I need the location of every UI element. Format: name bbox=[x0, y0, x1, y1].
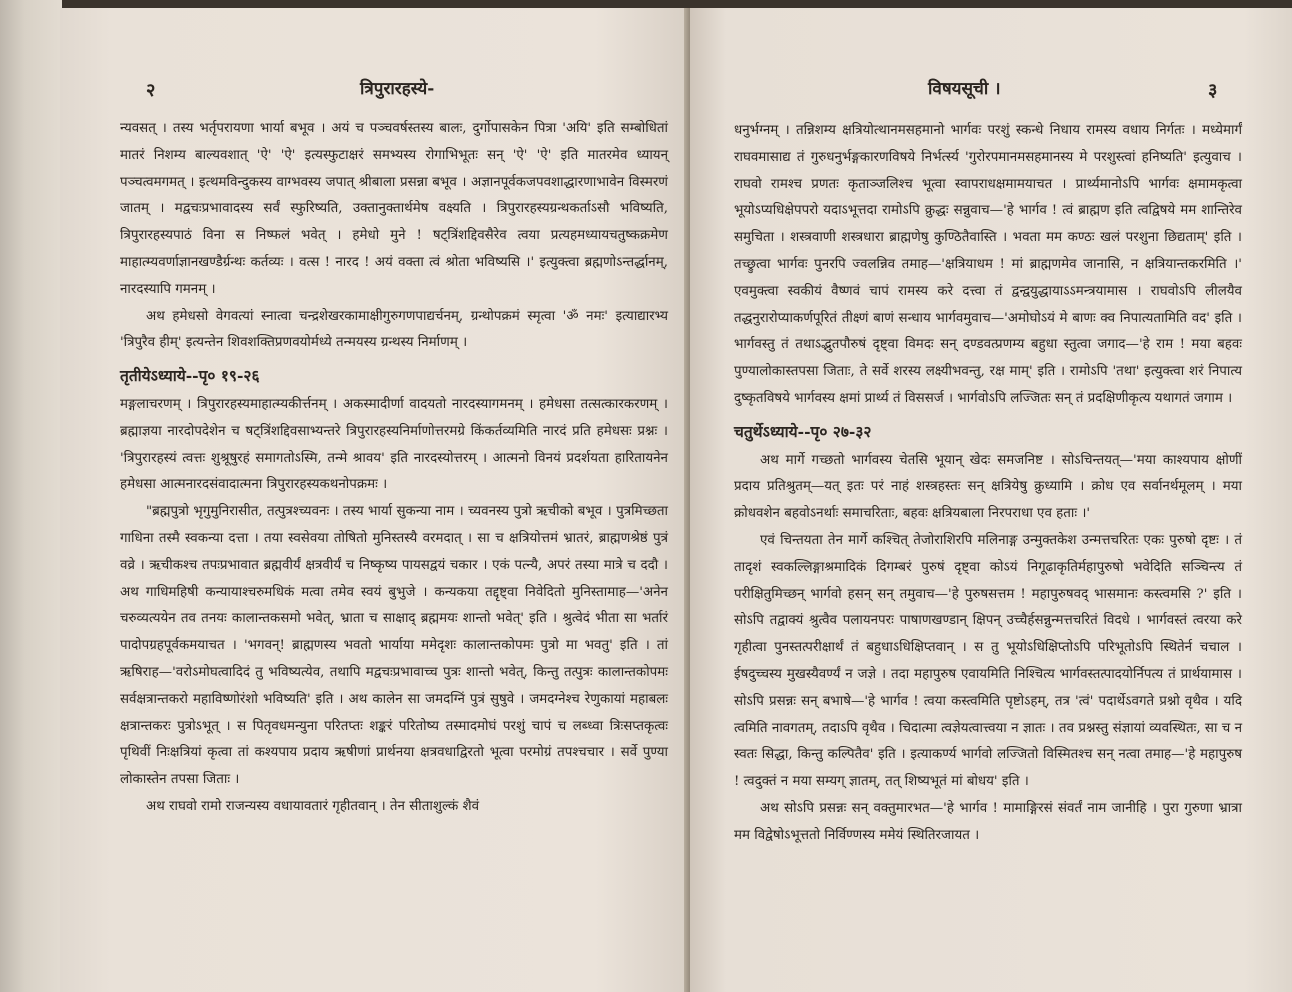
right-page bbox=[690, 8, 1292, 992]
paragraph: अथ मार्गे गच्छतो भार्गवस्य चेतसि भूयान् खेदः समजनिष्ट । सोऽचिन्तयत्—'मया काश्यपाय क्षोणीं प्रदाय प्रतिश्रुतम्—यत् इतः परं नाहं शस्त्रहस्तः सन् क्षत्रियेषु क्रुध्यामि । क्रोध एव सर्वानर्थमूलम् । मया क्रोधवशेन बहवोऽनर्थाः समाचरिताः, बहवः क्षत्रियबाला निरपराधा एव हताः ।' bbox=[734, 452, 1242, 522]
left-running-head: त्रिपुरारहस्ये- bbox=[360, 79, 435, 99]
left-page bbox=[60, 8, 690, 992]
chapter-heading: तृतीयेऽध्याये--पृ० १९-२६ bbox=[120, 366, 260, 386]
page-stack-edge bbox=[0, 0, 62, 992]
right-running-head: विषयसूची । bbox=[928, 79, 1001, 99]
right-body bbox=[734, 118, 1242, 850]
paragraph: धनुर्भग्नम् । तन्निशम्य क्षत्रियोत्थानमसहमानो भार्गवः परशुं स्कन्धे निधाय रामस्य वधाय निर्गतः । मध्येमार्गं राघवमासाद्य तं गुरुधनुर्भङ्गकारणविषये निर्भर्त्स्य 'गुरोरपमानमसहमानस्य मे परशुस्त्वां हनिष्यति' इत्युवाच । राघवो रामश्च प्रणतः कृताञ्जलिश्च भूत्वा स्वापराधक्षमामयाचत । प्रार्थ्यमानोऽपि भार्गवः क्षमामकृत्वा भूयोऽप्यधिक्षेपपरो यदाऽभूत्तदा रामोऽपि क्रुद्धः सन्नुवाच—'हे भार्गव ! त्वं ब्राह्मण इति त्वद्विषये मम शान्तिरेव समुचिता । शस्त्रवाणी शस्त्रधारा ब्राह्मणेषु कुण्ठितैवास्ति । भवता मम कण्ठः खलं परशुना छिद्यताम्' इति । तच्छ्रुत्वा भार्गवः पुनरपि ज्वलन्निव तमाह—'क्षत्रियाधम ! मां ब्राह्मणमेव जानासि, न क्षत्रियान्तकरमिति ।' एवमुक्त्वा स्वकीयं वैष्णवं चापं रामस्य करे दत्त्वा तं द्वन्द्वयुद्धायाऽऽमन्त्रयामास । राघवोऽपि लीलयैव तद्धनुरारोप्याकर्णपूरितं तीक्ष्णं बाणं सन्धाय भार्गवमुवाच—'अमोघोऽयं मे बाणः क्व निपात्यतामिति वद' इति । भार्गवस्तु तं तथाऽद्भुतपौरुषं दृष्ट्वा विमदः सन् दण्डवत्प्रणम्य बहुधा स्तुत्वा जगाद—'हे राम ! मया बहवः पुण्यालोकास्तपसा जिताः, ते सर्वे शरस्य लक्ष्यीभवन्तु, रक्ष माम्' इति । रामोऽपि 'तथा' इत्युक्त्वा शरं निपात्य दुष्कृतविषये भार्गवस्य क्षमां प्रार्थ्य तं विससर्ज । भार्गवोऽपि लज्जितः सन् तं प्रदक्षिणीकृत्य यथागतं जगाम । bbox=[734, 123, 1242, 406]
chapter-heading: चतुर्थेऽध्याये--पृ० २७-३२ bbox=[734, 421, 872, 441]
paragraph: न्यवसत् । तस्य भर्तृपरायणा भार्या बभूव । अयं च पञ्चवर्षस्तस्य बालः, दुर्गोपासकेन पित्रा 'अयि' इति सम्बोधितां मातरं निशम्य बाल्यवशात् 'ऐ' 'ऐ' इत्यस्फुटाक्षरं समभ्यस्य रोगाभिभूतः सन् 'ऐ' 'ऐ' इति मातरमेव ध्यायन् पञ्चत्वमगमत् । इत्थमविन्दुकस्य वाग्भवस्य जपात् श्रीबाला प्रसन्ना बभूव । अज्ञानपूर्वकजपवशाद्धारणाभावेन विस्मरणं जातम् । मद्वचःप्रभावादस्य सर्वं स्फुरिष्यति, उक्तानुक्तार्थमेष वक्ष्यति । त्रिपुरारहस्यग्रन्थकर्ताऽसौ भविष्यति, त्रिपुरारहस्यपाठं विना स निष्फलं भवेत् । हमेधो मुने ! षट्त्रिंशद्दिवसैरेव त्वया प्रत्यहमध्यायचतुष्कक्रमेण माहात्म्यवर्णाज्ञानखण्डैर्ग्रन्थः कर्तव्यः । वत्स ! नारद ! अयं वक्ता त्वं श्रोता भविष्यसि ।' इत्युक्त्वा ब्रह्मणोऽन्तर्द्धानम्, नारदस्यापि गमनम् । bbox=[120, 121, 668, 297]
right-page-number: ३ bbox=[1208, 80, 1218, 101]
paragraph: अथ सोऽपि प्रसन्नः सन् वक्तुमारभत—'हे भार्गव ! मामाङ्गिरसं संवर्तं नाम जानीहि । पुरा गुरुणा भ्रात्रा मम विद्वेषोऽभूत्ततो निर्विण्णस्य ममेयं स्थितिरजायत । bbox=[734, 800, 1242, 843]
paragraph: अथ राघवो रामो राजन्यस्य वधायावतारं गृहीतवान् । तेन सीताशुल्कं शैवं bbox=[146, 798, 480, 814]
left-page-number: २ bbox=[146, 80, 156, 101]
paragraph: मङ्गलाचरणम् । त्रिपुरारहस्यमाहात्म्यकीर्त्तनम् । अकस्मादीर्णा वादयतो नारदस्यागमनम् । हमेधसा तत्सत्कारकरणम् । ब्रह्माज्ञया नारदोपदेशेन च षट्त्रिंशद्दिवसाभ्यन्तरे त्रिपुरारहस्यनिर्माणोत्तरमग्रे किंकर्तव्यमिति नारदं प्रति हमेधसः प्रश्नः । 'त्रिपुरारहस्यं त्वत्तः शुश्रूषुरहं समागतोऽस्मि, तन्मे श्रावय' इति नारदस्योत्तरम् । आत्मनो विनयं प्रदर्शयता हारितायनेन हमेधसा आत्मनारदसंवादात्मना त्रिपुरारहस्यकथनोपक्रमः । bbox=[120, 396, 668, 493]
paragraph: अथ हमेधसो वेगवत्यां स्नात्वा चन्द्रशेखरकामाक्षीगुरुगणपाद्यर्चनम्, ग्रन्थोपक्रमं स्मृत्वा 'ॐ नमः' इत्याद्यारभ्य 'त्रिपुरैव हीम्' इत्यन्तेन शिवशक्तिप्रणवयोर्मध्ये तन्मयस्य ग्रन्थस्य निर्माणम् । bbox=[120, 308, 668, 351]
left-body bbox=[120, 116, 668, 821]
paragraph: "ब्रह्मपुत्रो भृगुमुनिरासीत, तत्पुत्रश्च्यवनः । तस्य भार्या सुकन्या नाम । च्यवनस्य पुत्रो ऋचीको बभूव । पुत्रमिच्छता गाधिना तस्मै स्वकन्या दत्ता । तया स्वसेवया तोषितो मुनिस्तस्यै वरमदात् । सा च क्षत्रियोत्तमं भ्रातरं, ब्राह्मणश्रेष्ठं पुत्रं वव्रे । ऋचीकश्च तपःप्रभावात ब्रह्मवीर्यं क्षत्रवीर्यं च निष्कृष्य पायसद्वयं चकार । एकं पत्न्यै, अपरं तस्या मात्रे च ददौ । अथ गाधिमहिषी कन्यायाश्चरुमधिकं मत्वा तमेव स्वयं बुभुजे । कन्यकया तद्दृष्ट्वा निवेदितो मुनिस्तामाह—'अनेन चरुव्यत्ययेन तव तनयः कालान्तकसमो भवेत्, भ्राता च साक्षाद् ब्रह्ममयः शान्तो भवेत्' इति । श्रुत्वेदं भीता सा भर्तारं पादोपग्रहपूर्वकमयाचत । 'भगवन्! ब्राह्मणस्य भवतो भार्याया ममेदृशः कालान्तकोपमः पुत्रो मा भवतु' इति । तां ऋषिराह—'वरोऽमोघत्वादिदं तु भविष्यत्येव, तथापि मद्वचःप्रभावाच्च पुत्रः शान्तो भवेत्, किन्तु तत्पुत्रः कालान्तकोपमः सर्वक्षत्रान्तकरो महाविष्णोरंशो भविष्यति' इति । अथ कालेन सा जमदग्निं पुत्रं सुषुवे । जमदग्नेश्च रेणुकायां महाबलः क्षत्रान्तकरः पुत्रोऽभूत् । स पितृवधमन्युना परितप्तः शङ्करं परितोष्य तस्मादमोघं परशुं चापं च लब्ध्वा त्रिःसप्तकृत्वः पृथिवीं निःक्षत्रियां कृत्वा तां कश्यपाय प्रदाय ऋषीणां प्रार्थनया क्षत्रवधाद्विरतो भूत्वा परमोग्रं तपश्चचार । सर्वे पुण्या लोकास्तेन तपसा जिताः । bbox=[120, 504, 668, 788]
paragraph: एवं चिन्तयता तेन मार्गे कश्चित् तेजोराशिरपि मलिनाङ्ग उन्मुक्तकेश उन्मत्तचरितः एकः पुरुषो दृष्टः । तं तादृशं स्वकल्लिङ्गाश्रमादिकं दिगम्बरं पुरुषं दृष्ट्वा कोऽयं निगूढाकृतिर्महापुरुषो भवेदिति सञ्चिन्त्य तं परीक्षितुमिच्छन् भार्गवो हसन् सन् तमुवाच—'हे पुरुषसत्तम ! महापुरुषवद् भासमानः कस्त्वमसि ?' इति । सोऽपि तद्वाक्यं श्रुत्वैव पलायनपरः पाषाणखण्डान् क्षिपन् उच्चैर्हसन्नुन्मत्तचरितं विदधे । भार्गवस्तं त्वरया करे गृहीत्वा पुनस्तत्परीक्षार्थं तं बहुधाऽधिक्षिप्तवान् । स तु भूयोऽधिक्षिप्तोऽपि परिभूतोऽपि स्थितेर्न चचाल । ईषदुच्चस्य मुखस्यैवर्ण्यं न जज्ञे । तदा महापुरुष एवायमिति निश्चित्य भार्गवस्तत्पादयोर्निपत्य तं प्रार्थयामास । सोऽपि प्रसन्नः सन् बभाषे—'हे भार्गव ! त्वया कस्त्वमिति पृष्टोऽहम्, तत्र 'त्वं' पदार्थेऽवगते प्रश्नो वृथैव । यदि त्वमिति नावगतम्, तदाऽपि वृथैव । चिदात्मा त्वज्ञेयत्वात्त्वया न ज्ञातः । तव प्रश्नस्तु संज्ञायां व्यवस्थितः, सा च न स्वतः सिद्धा, किन्तु कल्पितैव' इति । इत्याकर्ण्य भार्गवो लज्जितो विस्मितश्च सन् नत्वा तमाह—'हे महापुरुष ! त्वदुक्तं न मया सम्यग् ज्ञातम्, तत् शिष्यभूतं मां बोधय' इति । bbox=[734, 532, 1242, 790]
